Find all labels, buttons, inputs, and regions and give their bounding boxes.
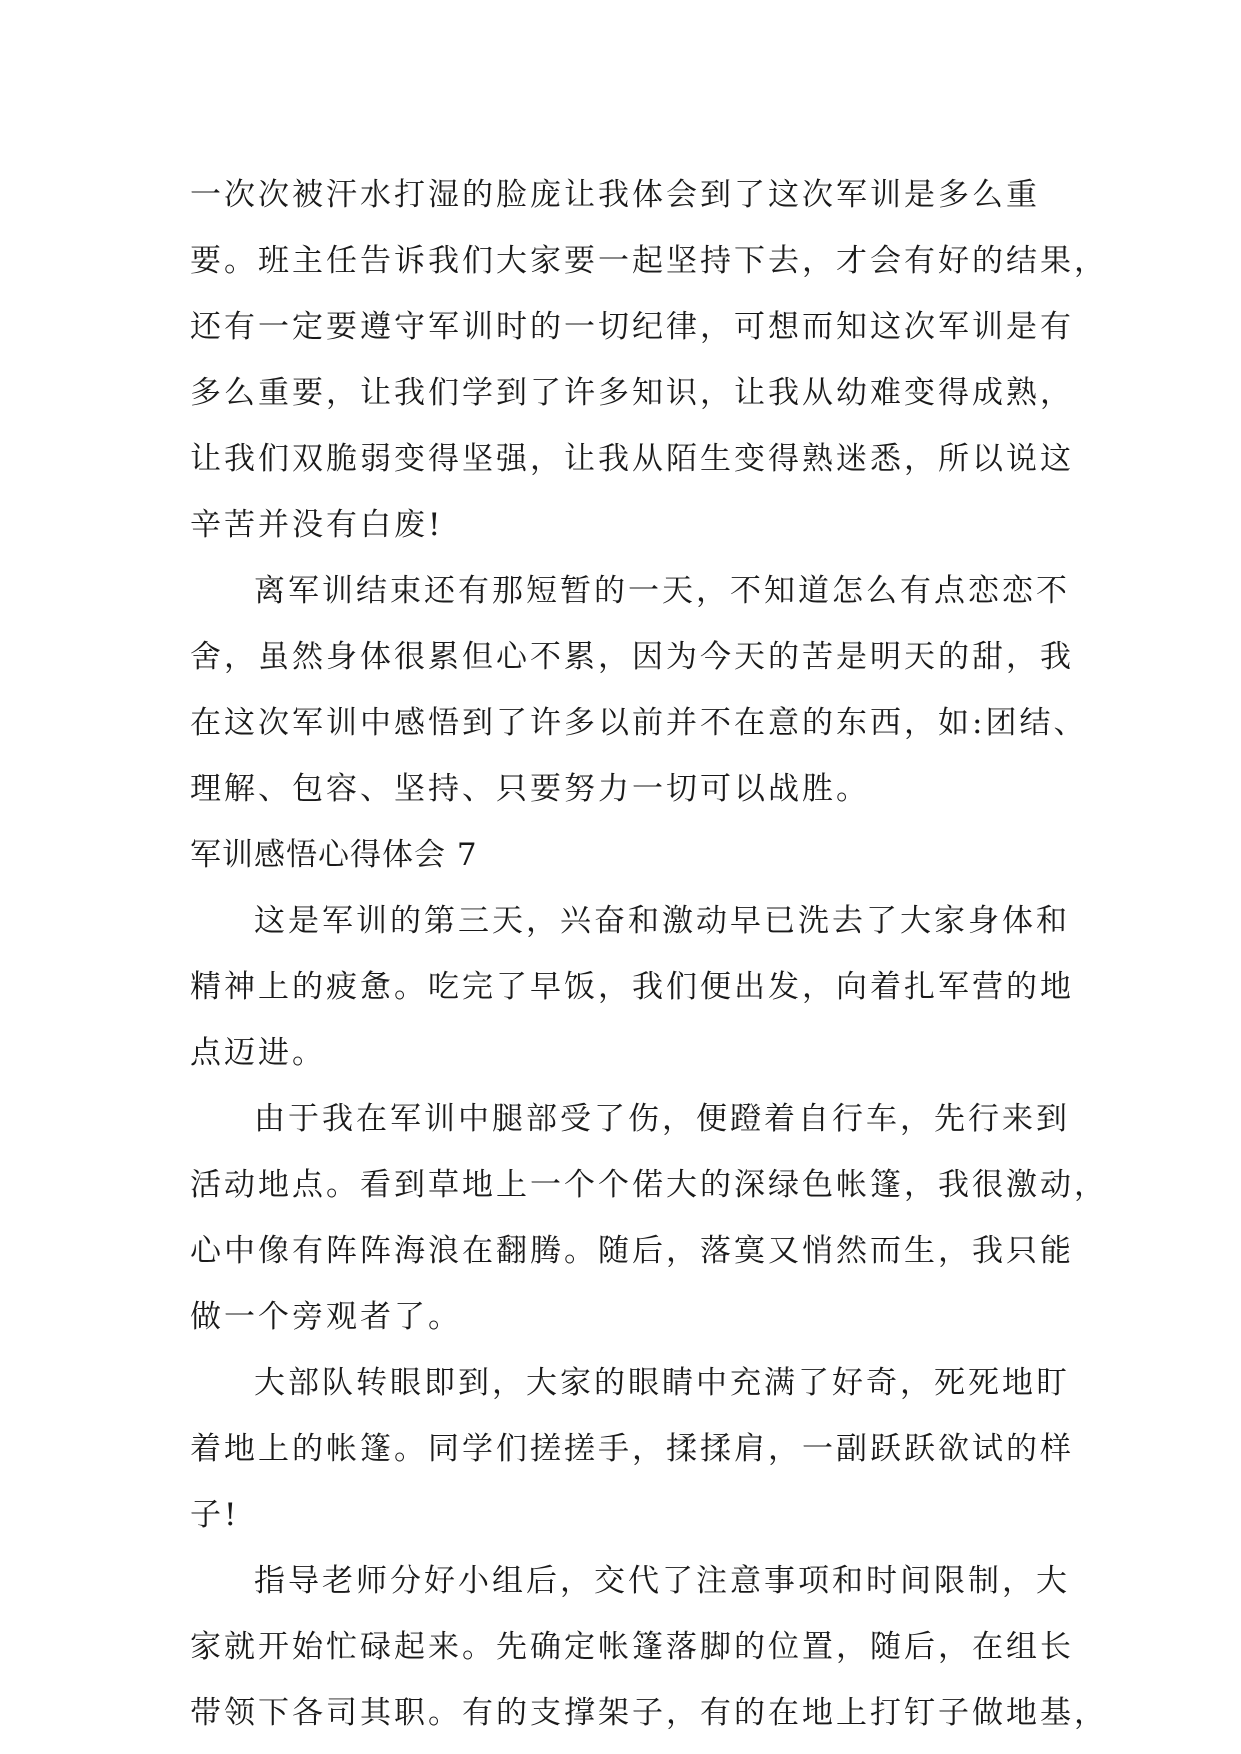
text-line: 要。班主任告诉我们大家要一起坚持下去，才会有好的结果， bbox=[190, 243, 1108, 279]
text-line: 精神上的疲惫。吃完了早饭，我们便出发，向着扎军营的地 bbox=[190, 969, 1074, 1005]
section-heading: 军训感悟心得体会 7 bbox=[190, 837, 478, 873]
text-line: 这是军训的第三天，兴奋和激动早已洗去了大家身体和 bbox=[254, 903, 1070, 939]
document-body bbox=[190, 162, 1108, 1746]
text-line: 理解、包容、坚持、只要努力一切可以战胜。 bbox=[190, 771, 870, 807]
text-line: 在这次军训中感悟到了许多以前并不在意的东西，如:团结、 bbox=[190, 705, 1088, 741]
text-line: 做一个旁观者了。 bbox=[190, 1299, 462, 1335]
text-line: 离军训结束还有那短暂的一天，不知道怎么有点恋恋不 bbox=[254, 573, 1070, 609]
text-line: 由于我在军训中腿部受了伤，便蹬着自行车，先行来到 bbox=[254, 1101, 1070, 1137]
text-line: 活动地点。看到草地上一个个偌大的深绿色帐篷，我很激动， bbox=[190, 1167, 1108, 1203]
text-line: 一次次被汗水打湿的脸庞让我体会到了这次军训是多么重 bbox=[190, 177, 1040, 213]
text-line: 舍，虽然身体很累但心不累，因为今天的苦是明天的甜，我 bbox=[190, 639, 1074, 675]
text-line: 辛苦并没有白废! bbox=[190, 507, 444, 543]
text-line: 带领下各司其职。有的支撑架子，有的在地上打钉子做地基， bbox=[190, 1695, 1108, 1731]
text-line: 点迈进。 bbox=[190, 1035, 326, 1071]
text-line: 大部队转眼即到，大家的眼睛中充满了好奇，死死地盯 bbox=[254, 1365, 1070, 1401]
text-line: 还有一定要遵守军训时的一切纪律，可想而知这次军训是有 bbox=[190, 309, 1074, 345]
text-line: 子! bbox=[190, 1497, 240, 1533]
text-line: 心中像有阵阵海浪在翻腾。随后，落寞又悄然而生，我只能 bbox=[190, 1233, 1074, 1269]
text-line: 让我们双脆弱变得坚强，让我从陌生变得熟迷悉，所以说这 bbox=[190, 441, 1074, 477]
text-line: 多么重要，让我们学到了许多知识，让我从幼难变得成熟， bbox=[190, 375, 1074, 411]
text-line: 着地上的帐篷。同学们搓搓手，揉揉肩，一副跃跃欲试的样 bbox=[190, 1431, 1074, 1467]
text-line: 家就开始忙碌起来。先确定帐篷落脚的位置，随后，在组长 bbox=[190, 1629, 1074, 1665]
text-line: 指导老师分好小组后，交代了注意事项和时间限制，大 bbox=[254, 1563, 1070, 1599]
